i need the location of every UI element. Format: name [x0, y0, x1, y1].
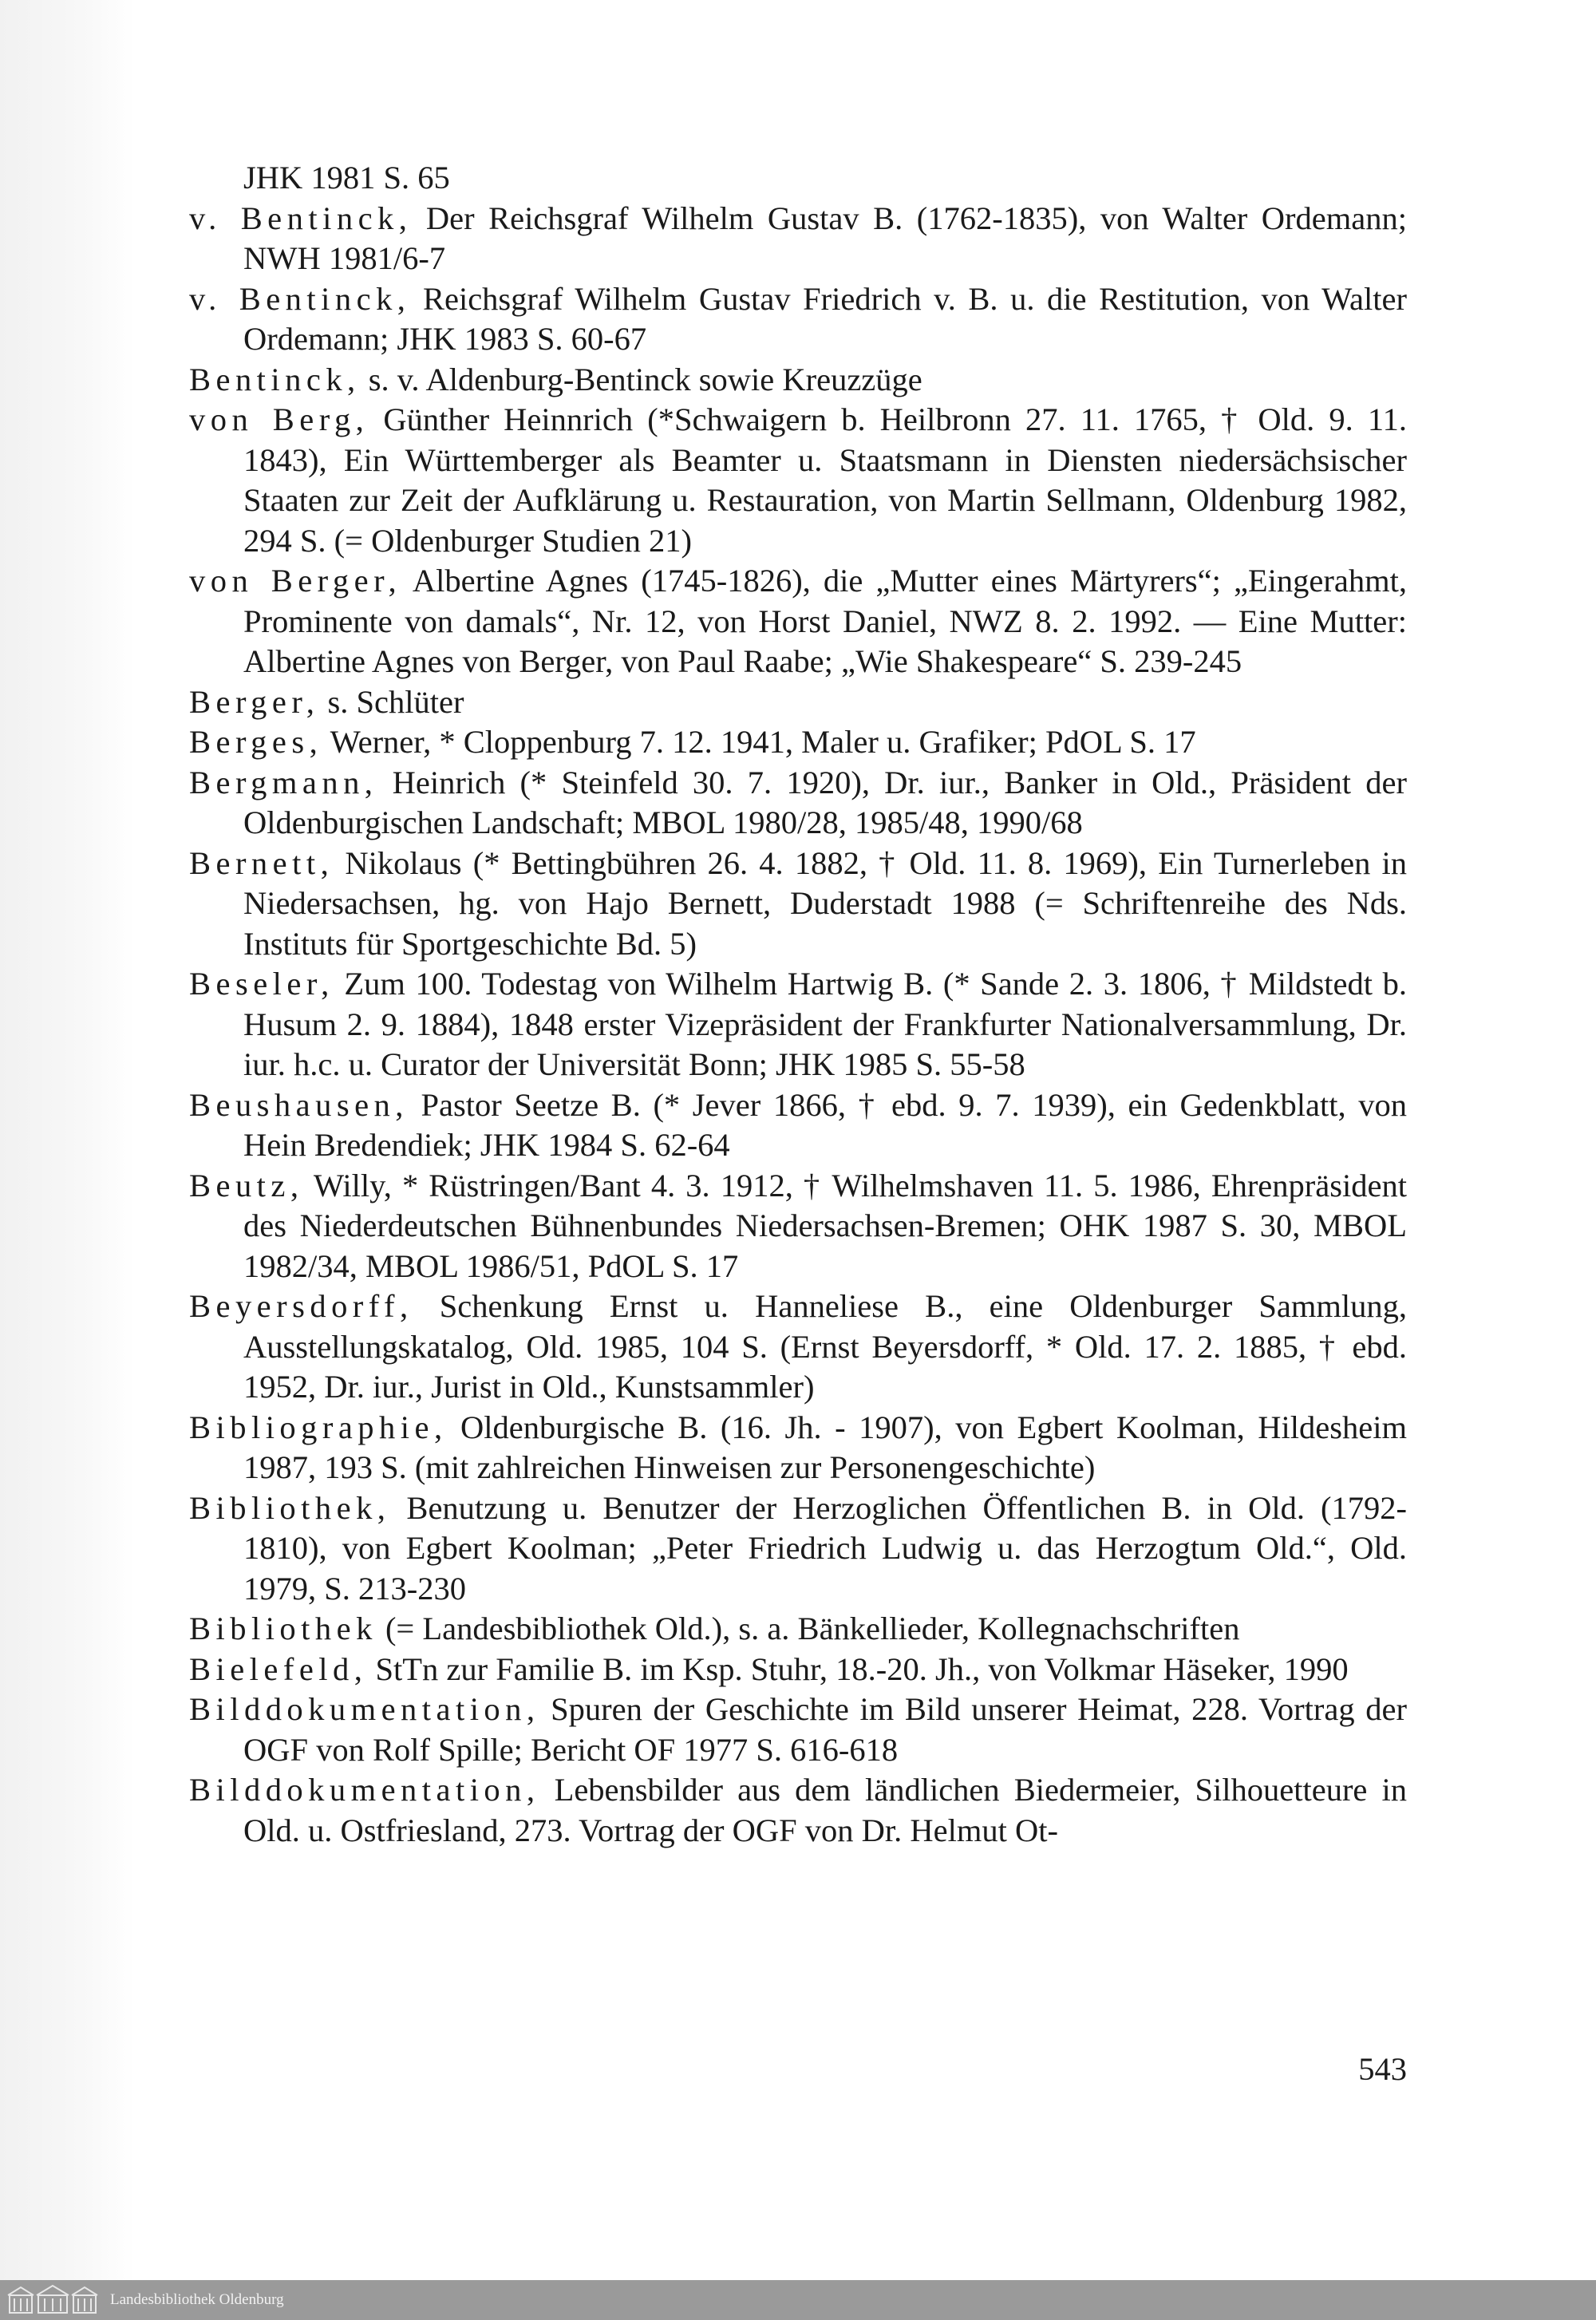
index-entry	[189, 1770, 1407, 1851]
entry-text: Benutzung u. Benutzer der Herzoglichen Öffentlichen B. in Old. (1792-1810), von Egbert Koolman; „Peter Friedrich Ludwig u. das Herzogtum Old.“, Old. 1979, S. 213-230	[243, 1489, 1407, 1607]
entry-keyword: Bergmann,	[189, 764, 378, 800]
entry-text: Spuren der Geschichte im Bild unserer Heimat, 228. Vortrag der OGF von Rolf Spille; Bericht OF 1977 S. 616-618	[243, 1691, 1407, 1768]
entry-text: StTn zur Familie B. im Ksp. Stuhr, 18.-20. Jh., von Volkmar Häseker, 1990	[367, 1650, 1349, 1687]
entry-text: Werner, * Cloppenburg 7. 12. 1941, Maler u. Grafiker; PdOL S. 17	[322, 724, 1196, 760]
index-entry	[189, 1609, 1407, 1650]
index-entry	[189, 279, 1407, 360]
index-entry	[189, 400, 1407, 561]
entry-text: Pastor Seetze B. (* Jever 1866, † ebd. 9. 7. 1939), ein Gedenkblatt, von Hein Bredendiek; JHK 1984 S. 62-64	[243, 1086, 1407, 1163]
entry-text: Zum 100. Todestag von Wilhelm Hartwig B. (* Sande 2. 3. 1806, † Mildstedt b. Husum 2. 9. 1884), 1848 erster Vizepräsident der Frankfurter Nationalversammlung, Dr. iur. h.c. u. Curator der Universität Bonn; JHK 1985 S. 55-58	[243, 966, 1407, 1082]
index-entry	[189, 844, 1407, 965]
entry-keyword: Bibliographie,	[189, 1409, 448, 1445]
entry-keyword: Beutz,	[189, 1167, 304, 1203]
entry-keyword: Bielefeld,	[189, 1650, 368, 1687]
entry-keyword: Bibliothek,	[189, 1489, 391, 1526]
index-entry	[189, 1650, 1407, 1690]
library-name: Landesbibliothek Oldenburg	[110, 2291, 284, 2308]
entry-keyword: Bilddokumentation,	[189, 1691, 540, 1727]
index-entry	[189, 1085, 1407, 1166]
entry-keyword: Bibliothek	[189, 1611, 377, 1646]
entry-text: Schenkung Ernst u. Hanneliese B., eine Oldenburger Sammlung, Ausstellungskatalog, Old. 1985, 104 S. (Ernst Beyersdorff, * Old. 17. 2. 1885, † ebd. 1952, Dr. iur., Jurist in Old., Kunstsammler)	[243, 1288, 1407, 1405]
index-entry	[189, 763, 1407, 844]
entry-keyword: Beushausen,	[189, 1086, 409, 1123]
entry-text: Lebensbilder aus dem ländlichen Biedermeier, Silhouetteure in Old. u. Ostfriesland, 273. Vortrag der OGF von Dr. Helmut Ot-	[243, 1772, 1407, 1848]
index-entry	[189, 1488, 1407, 1610]
index-entry	[189, 722, 1407, 763]
entry-text: Oldenburgische B. (16. Jh. - 1907), von Egbert Koolman, Hildesheim 1987, 193 S. (mit zahlreichen Hinweisen zur Personengeschichte)	[243, 1409, 1407, 1485]
entry-keyword: Bilddokumentation,	[189, 1772, 540, 1808]
entry-text: Willy, * Rüstringen/Bant 4. 3. 1912, † Wilhelmshaven 11. 5. 1986, Ehrenpräsident des Niederdeutschen Bühnenbundes Niedersachsen-Bremen; OHK 1987 S. 30, MBOL 1982/34, MBOL 1986/51, PdOL S. 17	[243, 1167, 1407, 1284]
index-entry	[189, 360, 1407, 401]
index-entry	[189, 199, 1407, 279]
entry-text: Nikolaus (* Bettingbühren 26. 4. 1882, † Old. 11. 8. 1969), Ein Turnerleben in Niedersachsen, hg. von Hajo Bernett, Duderstadt 1988 (= Schriftenreihe des Nds. Instituts für Sportgeschichte Bd. 5)	[243, 844, 1407, 962]
entry-text: JHK 1981 S. 65	[243, 160, 450, 196]
entry-text: s. v. Aldenburg-Bentinck sowie Kreuzzüge	[360, 361, 922, 397]
entry-keyword: Beyersdorff,	[189, 1288, 413, 1324]
index-entry	[189, 561, 1407, 682]
entry-keyword: Beseler,	[189, 966, 334, 1002]
entry-keyword: Bentinck,	[189, 361, 361, 397]
entry-text: Reichsgraf Wilhelm Gustav Friedrich v. B. u. die Restitution, von Walter Ordemann; JHK 1983 S. 60-67	[243, 280, 1407, 357]
footer-bar	[0, 2280, 1596, 2320]
library-building-icon	[5, 2284, 101, 2316]
entry-text: (= Landesbibliothek Old.), s. a. Bänkellieder, Kollegnachschriften	[377, 1611, 1240, 1646]
index-entry	[189, 158, 1407, 199]
index-entry	[189, 1286, 1407, 1408]
entry-text: Günther Heinnrich (*Schwaigern b. Heilbronn 27. 11. 1765, † Old. 9. 11. 1843), Ein Württemberger als Beamter u. Staatsmann in Diensten niedersächsischer Staaten zur Zeit der Aufklärung u. Restauration, von Martin Sellmann, Oldenburg 1982, 294 S. (= Oldenburger Studien 21)	[243, 401, 1407, 559]
index-entry	[189, 1690, 1407, 1770]
index-entry	[189, 1408, 1407, 1488]
entry-text: Heinrich (* Steinfeld 30. 7. 1920), Dr. iur., Banker in Old., Präsident der Oldenburgischen Landschaft; MBOL 1980/28, 1985/48, 1990/68	[243, 764, 1407, 840]
entry-keyword: v. Bentinck,	[189, 280, 411, 317]
entry-text: Albertine Agnes (1745-1826), die „Mutter eines Märtyrers“; „Eingerahmt, Prominente von damals“, Nr. 12, von Horst Daniel, NWZ 8. 2. 1992. — Eine Mutter: Albertine Agnes von Berger, von Paul Raabe; „Wie Shakespeare“ S. 239-245	[243, 563, 1407, 679]
index-entry	[189, 682, 1407, 723]
index-entry	[189, 1166, 1407, 1287]
entry-keyword: Bernett,	[189, 844, 334, 881]
index-text-block	[189, 158, 1407, 1851]
index-entry	[189, 964, 1407, 1085]
entry-keyword: von Berg,	[189, 401, 369, 437]
entry-text: s. Schlüter	[319, 683, 464, 720]
entry-keyword: v. Bentinck,	[189, 200, 413, 236]
scan-edge-shadow	[0, 0, 136, 2280]
entry-text: Der Reichsgraf Wilhelm Gustav B. (1762-1835), von Walter Ordemann; NWH 1981/6-7	[243, 200, 1407, 276]
entry-keyword: Berger,	[189, 683, 320, 720]
page-number: 543	[1358, 2051, 1407, 2087]
entry-keyword: von Berger,	[189, 563, 402, 599]
entry-keyword: Berges,	[189, 724, 323, 760]
